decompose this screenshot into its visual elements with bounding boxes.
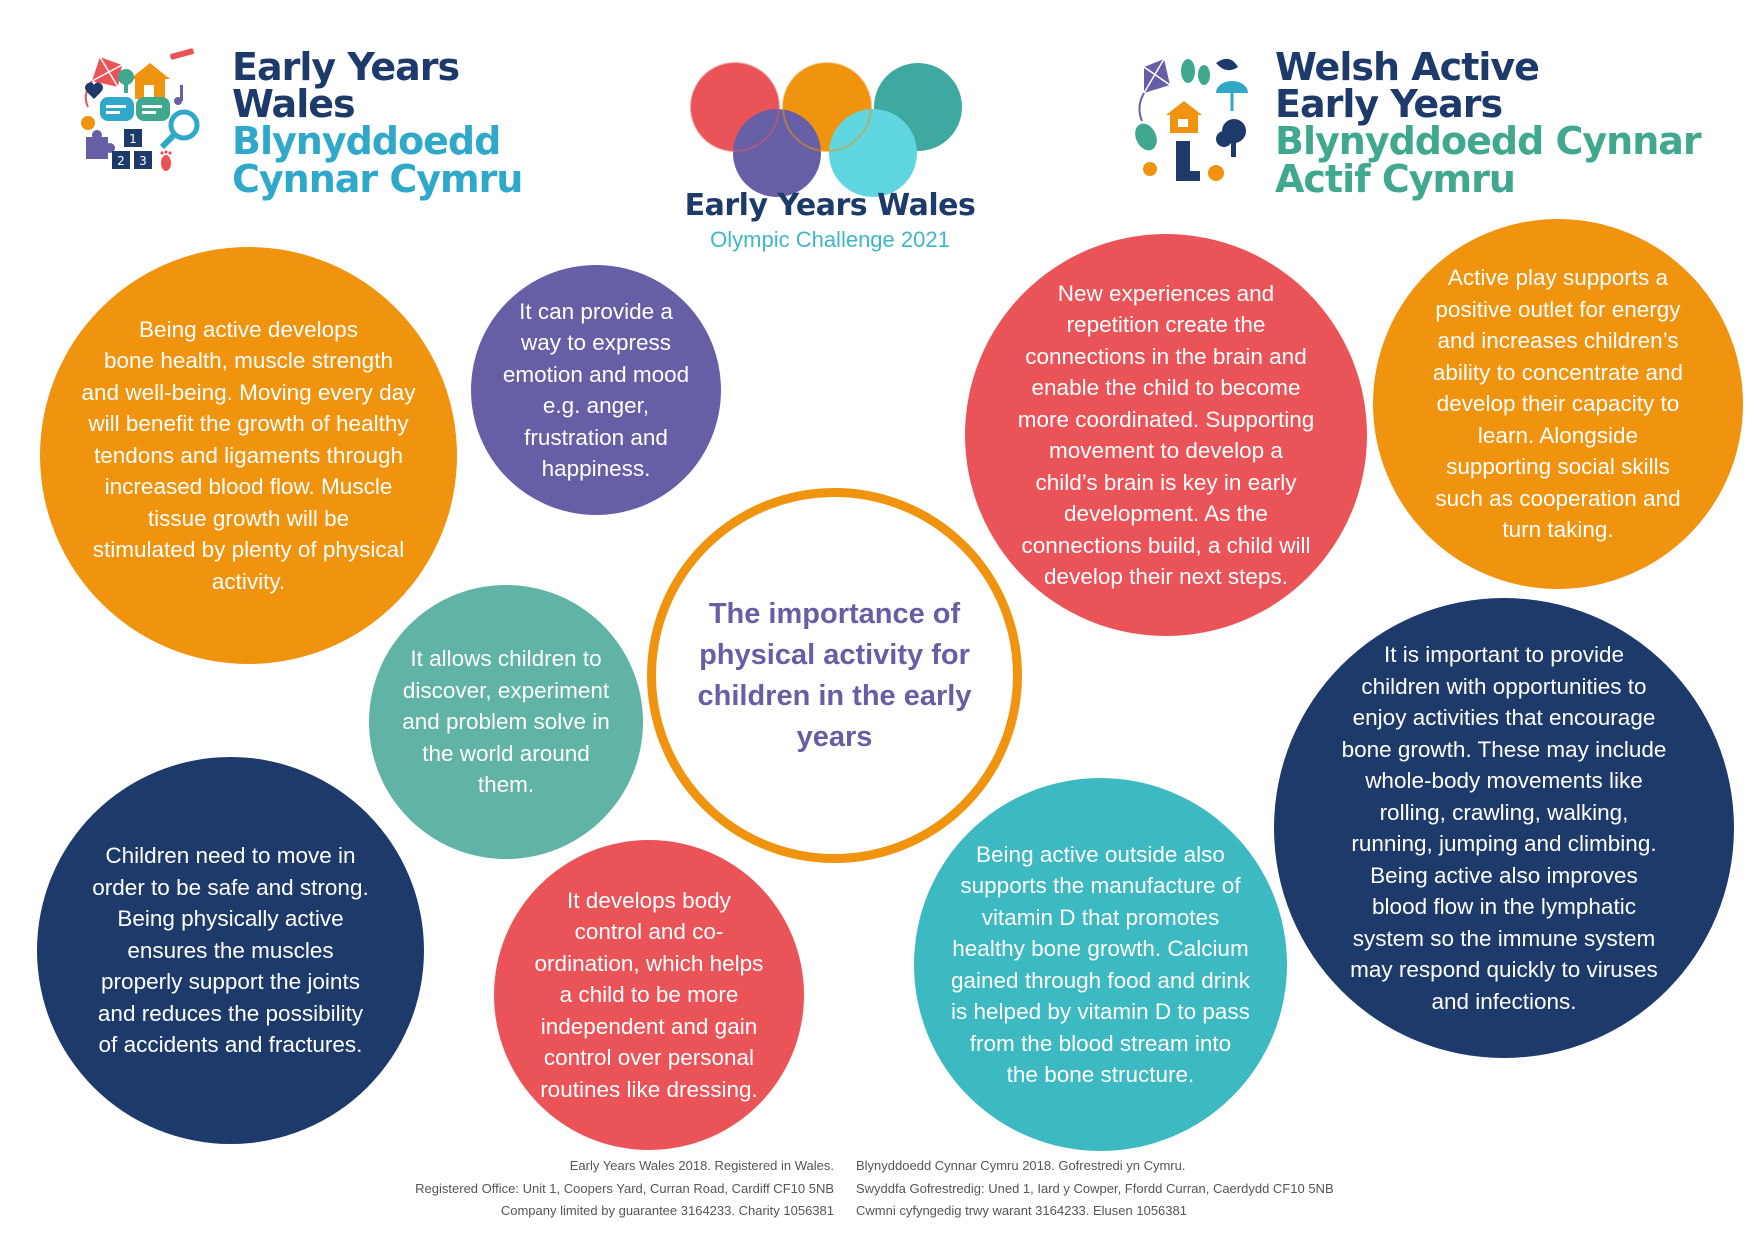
apple-icon [1208,165,1224,181]
apple-icon [81,116,95,130]
footer-welsh-line1: Blynyddoedd Cynnar Cymru 2018. Gofrestredi yn Cymru. [856,1158,1186,1173]
footprint-icon [160,150,171,171]
puzzle-icon [86,130,115,159]
music-note-icon [174,85,183,105]
bubble-emotion [471,265,721,515]
olympic-challenge-logo [660,55,1000,260]
bubble-brain-text: New experiences and repetition create the connections in the brain and enable the child to become more coordinated. Supporting movement to develop a child’s brain is key in early development. As the connections build, a child will develop their next steps. [1017,280,1315,589]
bubble-discover [369,585,643,859]
tree-icon [1216,119,1246,157]
logo-right-line2: Early Years [1275,82,1503,127]
bubble-bone-growth-text: It is important to provide children with opportunities to enjoy activities that encourage bone growth. These may include whole-body movements like rolling, crawling, walking, running, jumping and climbing. Being active also improves blood flow in the lymphatic system so the immune system may respond quickly to viruses and infections. [1341,642,1667,1014]
bubble-emotion-text: It can provide a way to express emotion and mood e.g. anger, frustration and happiness. [502,298,690,481]
bubble-outside [914,778,1287,1151]
olympic-logo-subtitle: Olympic Challenge 2021 [710,227,950,252]
olympic-rings [660,55,1000,205]
bubble-discover-text: It allows children to discover, experiment and problem solve in the world around them. [402,646,610,798]
logo-left-line1: Early Years [232,45,460,89]
umbrella-icon [1216,81,1248,111]
bubble-active-play-text: Active play supports a positive outlet for energy and increases children’s ability to concentrate and develop their capacity to learn. Alongside supporting social skills such as cooperation and turn taking. [1432,265,1684,543]
bubble-body-control-text: It develops body control and co- ordination, which helps a child to be more independent and gain control over personal routines like dressing. [534,887,764,1102]
footer-welsh-line3: Cwmni cyfyngedig trwy warant 3164233. Elusen 1056381 [856,1203,1187,1218]
logo-left-line2: Wales [232,82,355,127]
logo-left-line3: Blynyddoedd [232,119,501,164]
boot-icon [1176,141,1200,181]
bubble-brain [965,234,1367,636]
svg-text:2: 2 [117,154,125,168]
kite-icon [1139,59,1170,121]
logo-right-line3: Blynyddoedd Cynnar [1275,119,1701,164]
leaf-icon [1216,59,1238,70]
welsh-active-early-years-logo [1120,45,1701,205]
logo-right-line4: Actif Cymru [1275,156,1515,201]
logo-left-line4: Cynnar Cymru [232,156,523,201]
footer-english-line2: Registered Office: Unit 1, Coopers Yard, Curran Road, Cardiff CF10 5NB [415,1180,834,1196]
heart-icon [1143,162,1157,176]
bubble-body-control [494,840,804,1150]
logo-right-text [1275,45,1701,201]
bubble-safe-strong-text: Children need to move in order to be safe and strong. Being physically active ensures the muscles properly support the joints and reduces the possibility of accidents and fractures. [92,843,369,1058]
logo-left-text [232,45,523,201]
footer-welsh [856,1155,1456,1223]
bubble-bone-growth [1274,598,1734,1058]
heart-icon [85,82,103,99]
footprint-icon [1181,59,1210,85]
rugby-ball-icon [1131,120,1161,154]
bubble-safe-strong [37,757,424,1144]
house-icon [130,63,170,99]
bubble-active-play [1373,219,1743,589]
center-title: The importance of physical activity for children in the early years [697,597,972,753]
svg-text:3: 3 [139,154,147,168]
center-title-circle [647,488,1022,863]
logo-right-line1: Welsh Active [1275,45,1539,89]
house-icon [1166,101,1202,133]
podium-icon [112,129,152,169]
early-years-wales-logo [72,45,523,205]
footer-english-line1: Early Years Wales 2018. Registered in Wales. [569,1158,834,1173]
footer-welsh-line2: Swyddfa Gofrestredig: Uned 1, Iard y Cowper, Ffordd Curran, Caerdydd CF10 5NB [856,1180,1334,1196]
footer-english-line3: Company limited by guarantee 3164233. Charity 1056381 [500,1203,834,1218]
logo-illustration [72,45,222,195]
tree-icon [118,69,134,93]
logo-right-illustration [1120,45,1270,195]
bubble-bone-health [40,247,457,664]
bubble-bone-health-text: Being active develops bone health, muscle strength and well-being. Moving every day will benefit the growth of healthy tendons and ligaments through increased blood flow. Muscle tissue growth will be stimulated by plenty of physical activity. [81,316,416,594]
svg-text:1: 1 [129,132,137,146]
footer-english [300,1155,834,1223]
bubble-outside-text: Being active outside also supports the manufacture of vitamin D that promotes healthy bone growth. Calcium gained through food and drink is helped by vitamin D to pass from the blood stream into the bone structure. [951,841,1250,1087]
speech-bubbles-icon [100,97,170,121]
olympic-logo-title: Early Years Wales [684,188,976,223]
